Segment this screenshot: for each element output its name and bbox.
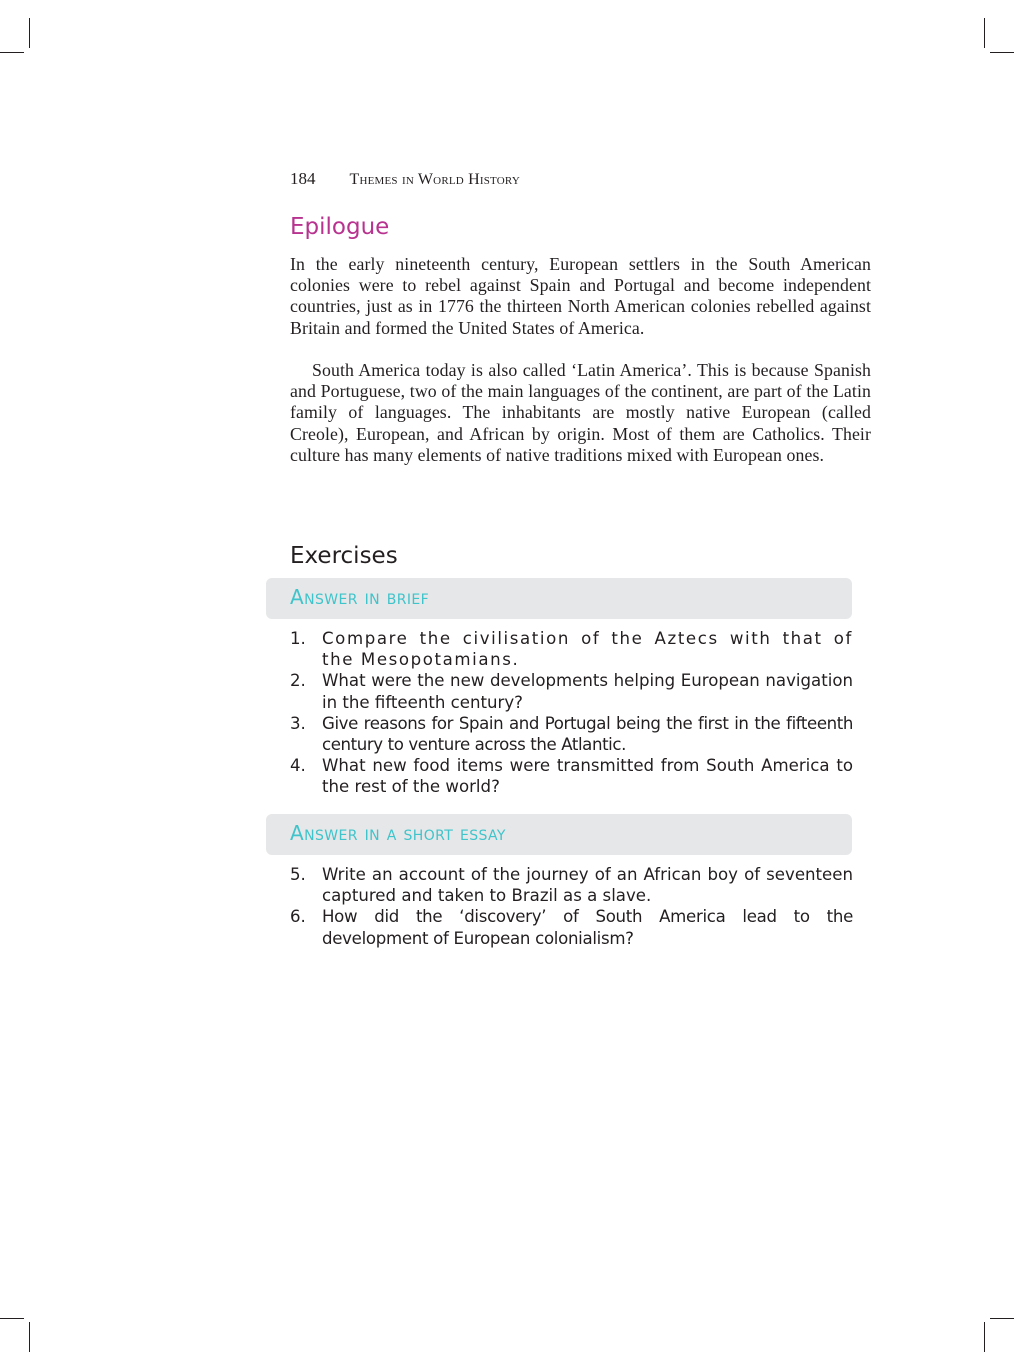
question-item [290,755,853,797]
question-number: 5. [290,865,306,884]
question-list [290,628,853,798]
question-number: 4. [290,756,306,776]
crop-mark [990,1318,1014,1319]
question-number: 3. [290,713,306,733]
crop-mark [984,1322,985,1352]
question-item [290,864,853,906]
running-head: Themes in World History [349,171,520,188]
exercises-heading: Exercises [290,543,398,569]
crop-mark [29,1322,30,1352]
section-header-answer-in-brief [266,578,852,619]
crop-mark [0,1318,24,1319]
question-item [290,906,853,948]
crop-mark [0,52,24,53]
question-list [290,864,853,949]
question-text: How did the ‘discovery’ of South America lead to the development of European colonialism? [322,907,853,948]
question-item [290,628,853,670]
crop-mark [984,18,985,48]
section-header-answer-in-a-short-essay [266,814,852,855]
question-text: Compare the civilisation of the Aztecs with that of the Mesopotamians. [322,629,853,670]
question-text: Write an account of the journey of an African boy of seventeen captured and taken to Brazil as a slave. [322,865,853,906]
crop-mark [990,52,1014,53]
section-label: Answer in a short essay [290,821,506,845]
question-item [290,713,853,755]
question-number: 1. [290,629,306,648]
epilogue-heading: Epilogue [290,214,390,240]
section-label: Answer in brief [290,585,430,609]
crop-mark [29,18,30,48]
page-number: 184 [290,169,316,188]
epilogue-paragraph: In the early nineteenth century, European settlers in the South American colonies were to rebel against Spain and Portugal and become independent countries, just as in 1776 the thirteen North American colonies rebelled against Britain and formed the United States of America. [290,254,871,338]
question-number: 2. [290,671,306,691]
question-number: 6. [290,907,306,927]
question-text: What new food items were transmitted from South America to the rest of the world? [322,756,853,797]
epilogue-paragraph: South America today is also called ‘Latin America’. This is because Spanish and Portuguese, two of the main languages of the continent, are part of the Latin family of languages. The inhabitants are mostly native European (called Creole), European, and African by origin. Most of them are Catholics. Their culture has many elements of native traditions mixed with European ones. [290,360,871,465]
page-header [290,169,520,189]
question-text: What were the new developments helping European navigation in the fifteenth century? [322,671,853,712]
question-item [290,670,853,712]
question-text: Give reasons for Spain and Portugal being the first in the fifteenth century to venture across the Atlantic. [322,713,853,755]
